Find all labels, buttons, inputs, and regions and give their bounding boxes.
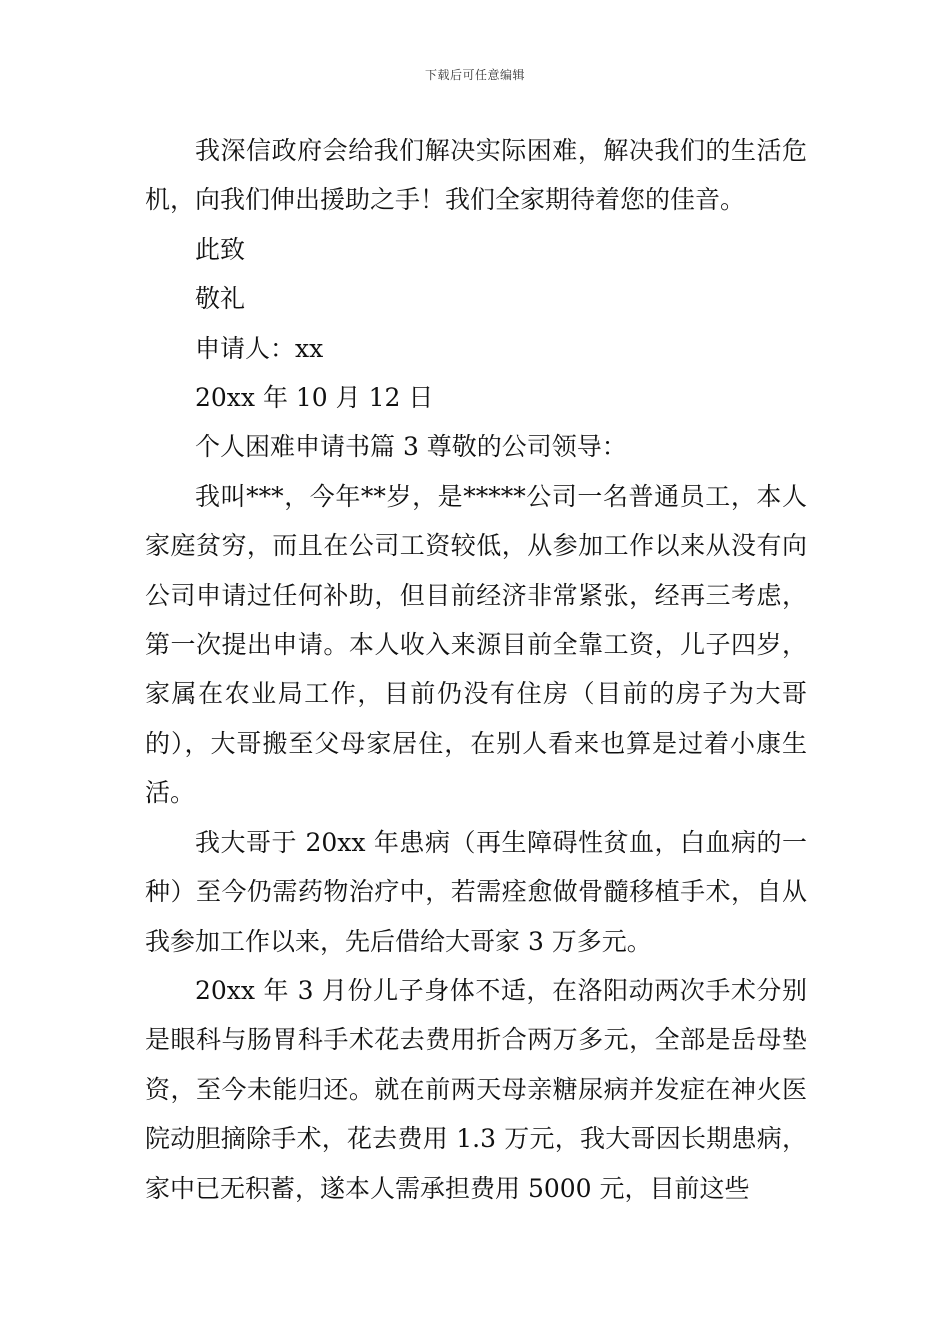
salutation-jingli: 敬礼 (195, 284, 246, 314)
paragraph-self-introduction: 我叫***，今年**岁，是*****公司一名普通员工，本人家庭贫穷，而且在公司工资较低，从参加工作以来从没有向公司申请过任何补助，但目前经济非常紧张，经再三考虑，第一次提出申请。本人收入来源目前全靠工资，儿子四岁，家属在农业局工作，目前仍没有住房（目前的房子为大哥的），大哥搬至父母家居住，在别人看来也算是过着小康生活。 (145, 481, 807, 808)
page-header-note: 下载后可任意编辑 (424, 68, 525, 82)
paragraph-medical-expenses: 20xx 年 3 月份儿子身体不适，在洛阳动两次手术分别是眼科与肠胃科手术花去费用折合两万多元，全部是岳母垫资，至今未能归还。就在前两天母亲糖尿病并发症在神火医院动胆摘除手术，花去费用 1.3 万元，我大哥因长期患病，家中已无积蓄，遂本人需承担费用 5000 元，目前这些 (145, 975, 807, 1203)
paragraph-closing-hope: 我深信政府会给我们解决实际困难，解决我们的生活危机，向我们伸出援助之手！我们全家期待着您的佳音。 (145, 136, 807, 215)
applicant-line: 申请人：xx (195, 333, 324, 363)
document-body (145, 126, 807, 1213)
paragraph-brother-illness: 我大哥于 20xx 年患病（再生障碍性贫血，白血病的一种）至今仍需药物治疗中，若需痊愈做骨髓移植手术，自从我参加工作以来，先后借给大哥家 3 万多元。 (145, 827, 807, 956)
date-line: 20xx 年 10 月 12 日 (195, 383, 434, 413)
salutation-cizhi: 此致 (195, 234, 246, 264)
section-heading-letter-3: 个人困难申请书篇 3 尊敬的公司领导： (195, 432, 627, 462)
